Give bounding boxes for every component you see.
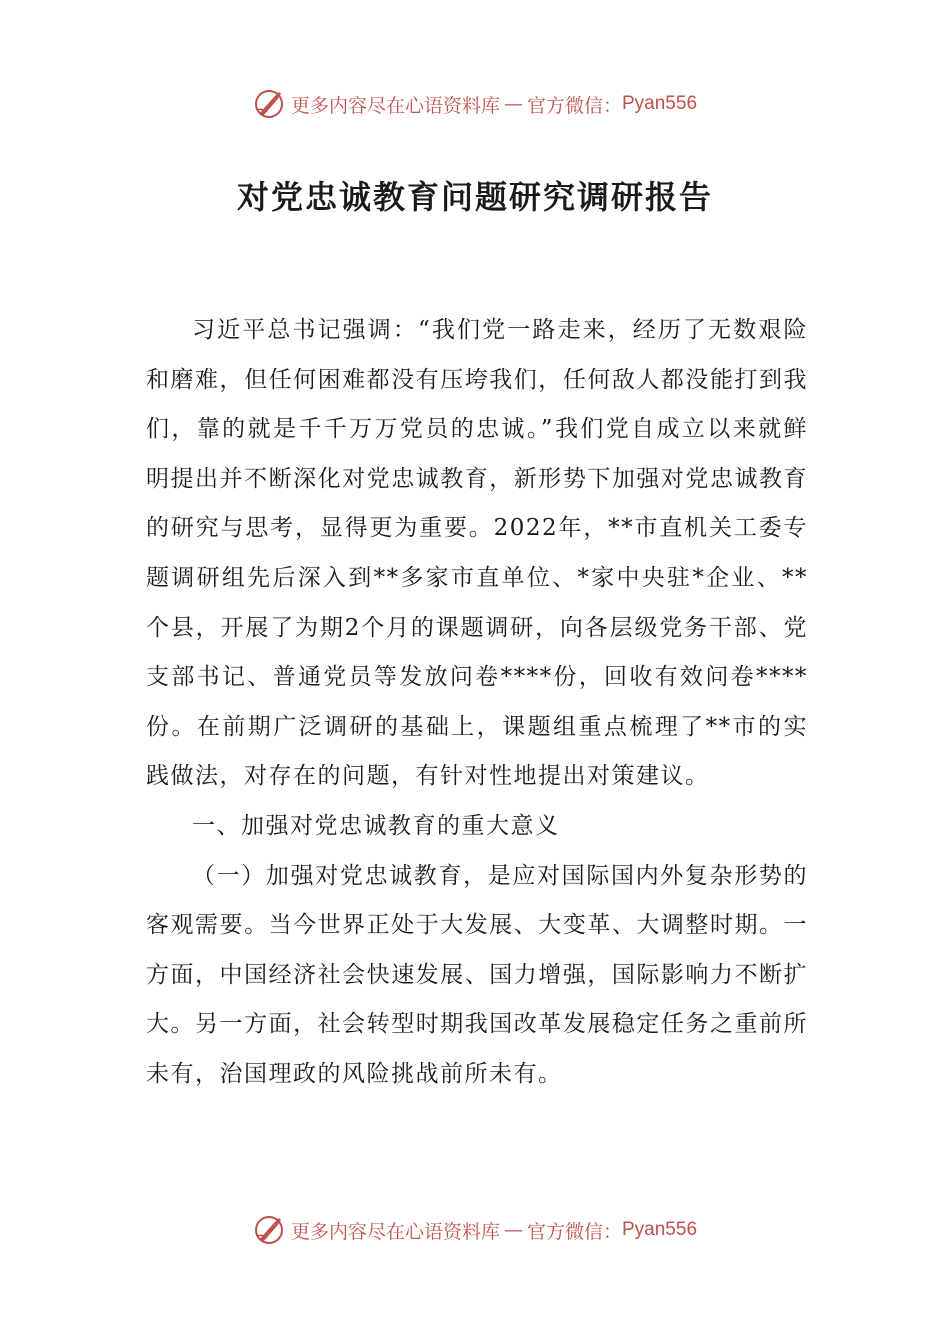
pen-nib-icon	[253, 88, 285, 120]
footer-banner	[0, 1210, 950, 1250]
banner-separator: —	[503, 1219, 523, 1241]
banner-text: 更多内容尽在心语资料库	[290, 94, 500, 117]
banner-contact-id: Pyan556	[622, 93, 698, 114]
section-heading: 一、加强对党忠诚教育的重大意义	[192, 812, 560, 839]
banner-contact-label: 官方微信：	[526, 1220, 622, 1243]
paragraph-section-1: （一）加强对党忠诚教育，是应对国际国内外复杂形势的客观需要。当今世界正处于大发展、大变革、大调整时期。一方面，中国经济社会快速发展、国力增强，国际影响力不断扩大。另一方面，社会转型时期我国改革发展稳定任务之重前所未有，治国理政的风险挑战前所未有。	[146, 862, 808, 1087]
banner-separator: —	[503, 93, 523, 115]
pen-nib-icon	[253, 1214, 285, 1246]
banner-text: 更多内容尽在心语资料库	[290, 1220, 500, 1243]
banner-contact-id: Pyan556	[622, 1219, 698, 1240]
header-banner	[0, 84, 950, 124]
paragraph-intro: 习近平总书记强调：“我们党一路走来，经历了无数艰险和磨难，但任何困难都没有压垮我们，任何敌人都没能打到我们，靠的就是千千万万党员的忠诚。”我们党自成立以来就鲜明提出并不断深化对党忠诚教育，新形势下加强对党忠诚教育的研究与思考，显得更为重要。2022年，**市直机关工委专题调研组先后深入到**多家市直单位、*家中央驻*企业、**个县，开展了为期2个月的课题调研，向各层级党务干部、党支部书记、普通党员等发放问卷****份，回收有效问卷****份。在前期广泛调研的基础上，课题组重点梳理了**市的实践做法，对存在的问题，有针对性地提出对策建议。	[146, 317, 808, 790]
document-title: 对党忠诚教育问题研究调研报告	[236, 178, 713, 216]
banner-contact-label: 官方微信：	[526, 94, 622, 117]
document-body	[146, 306, 808, 1100]
